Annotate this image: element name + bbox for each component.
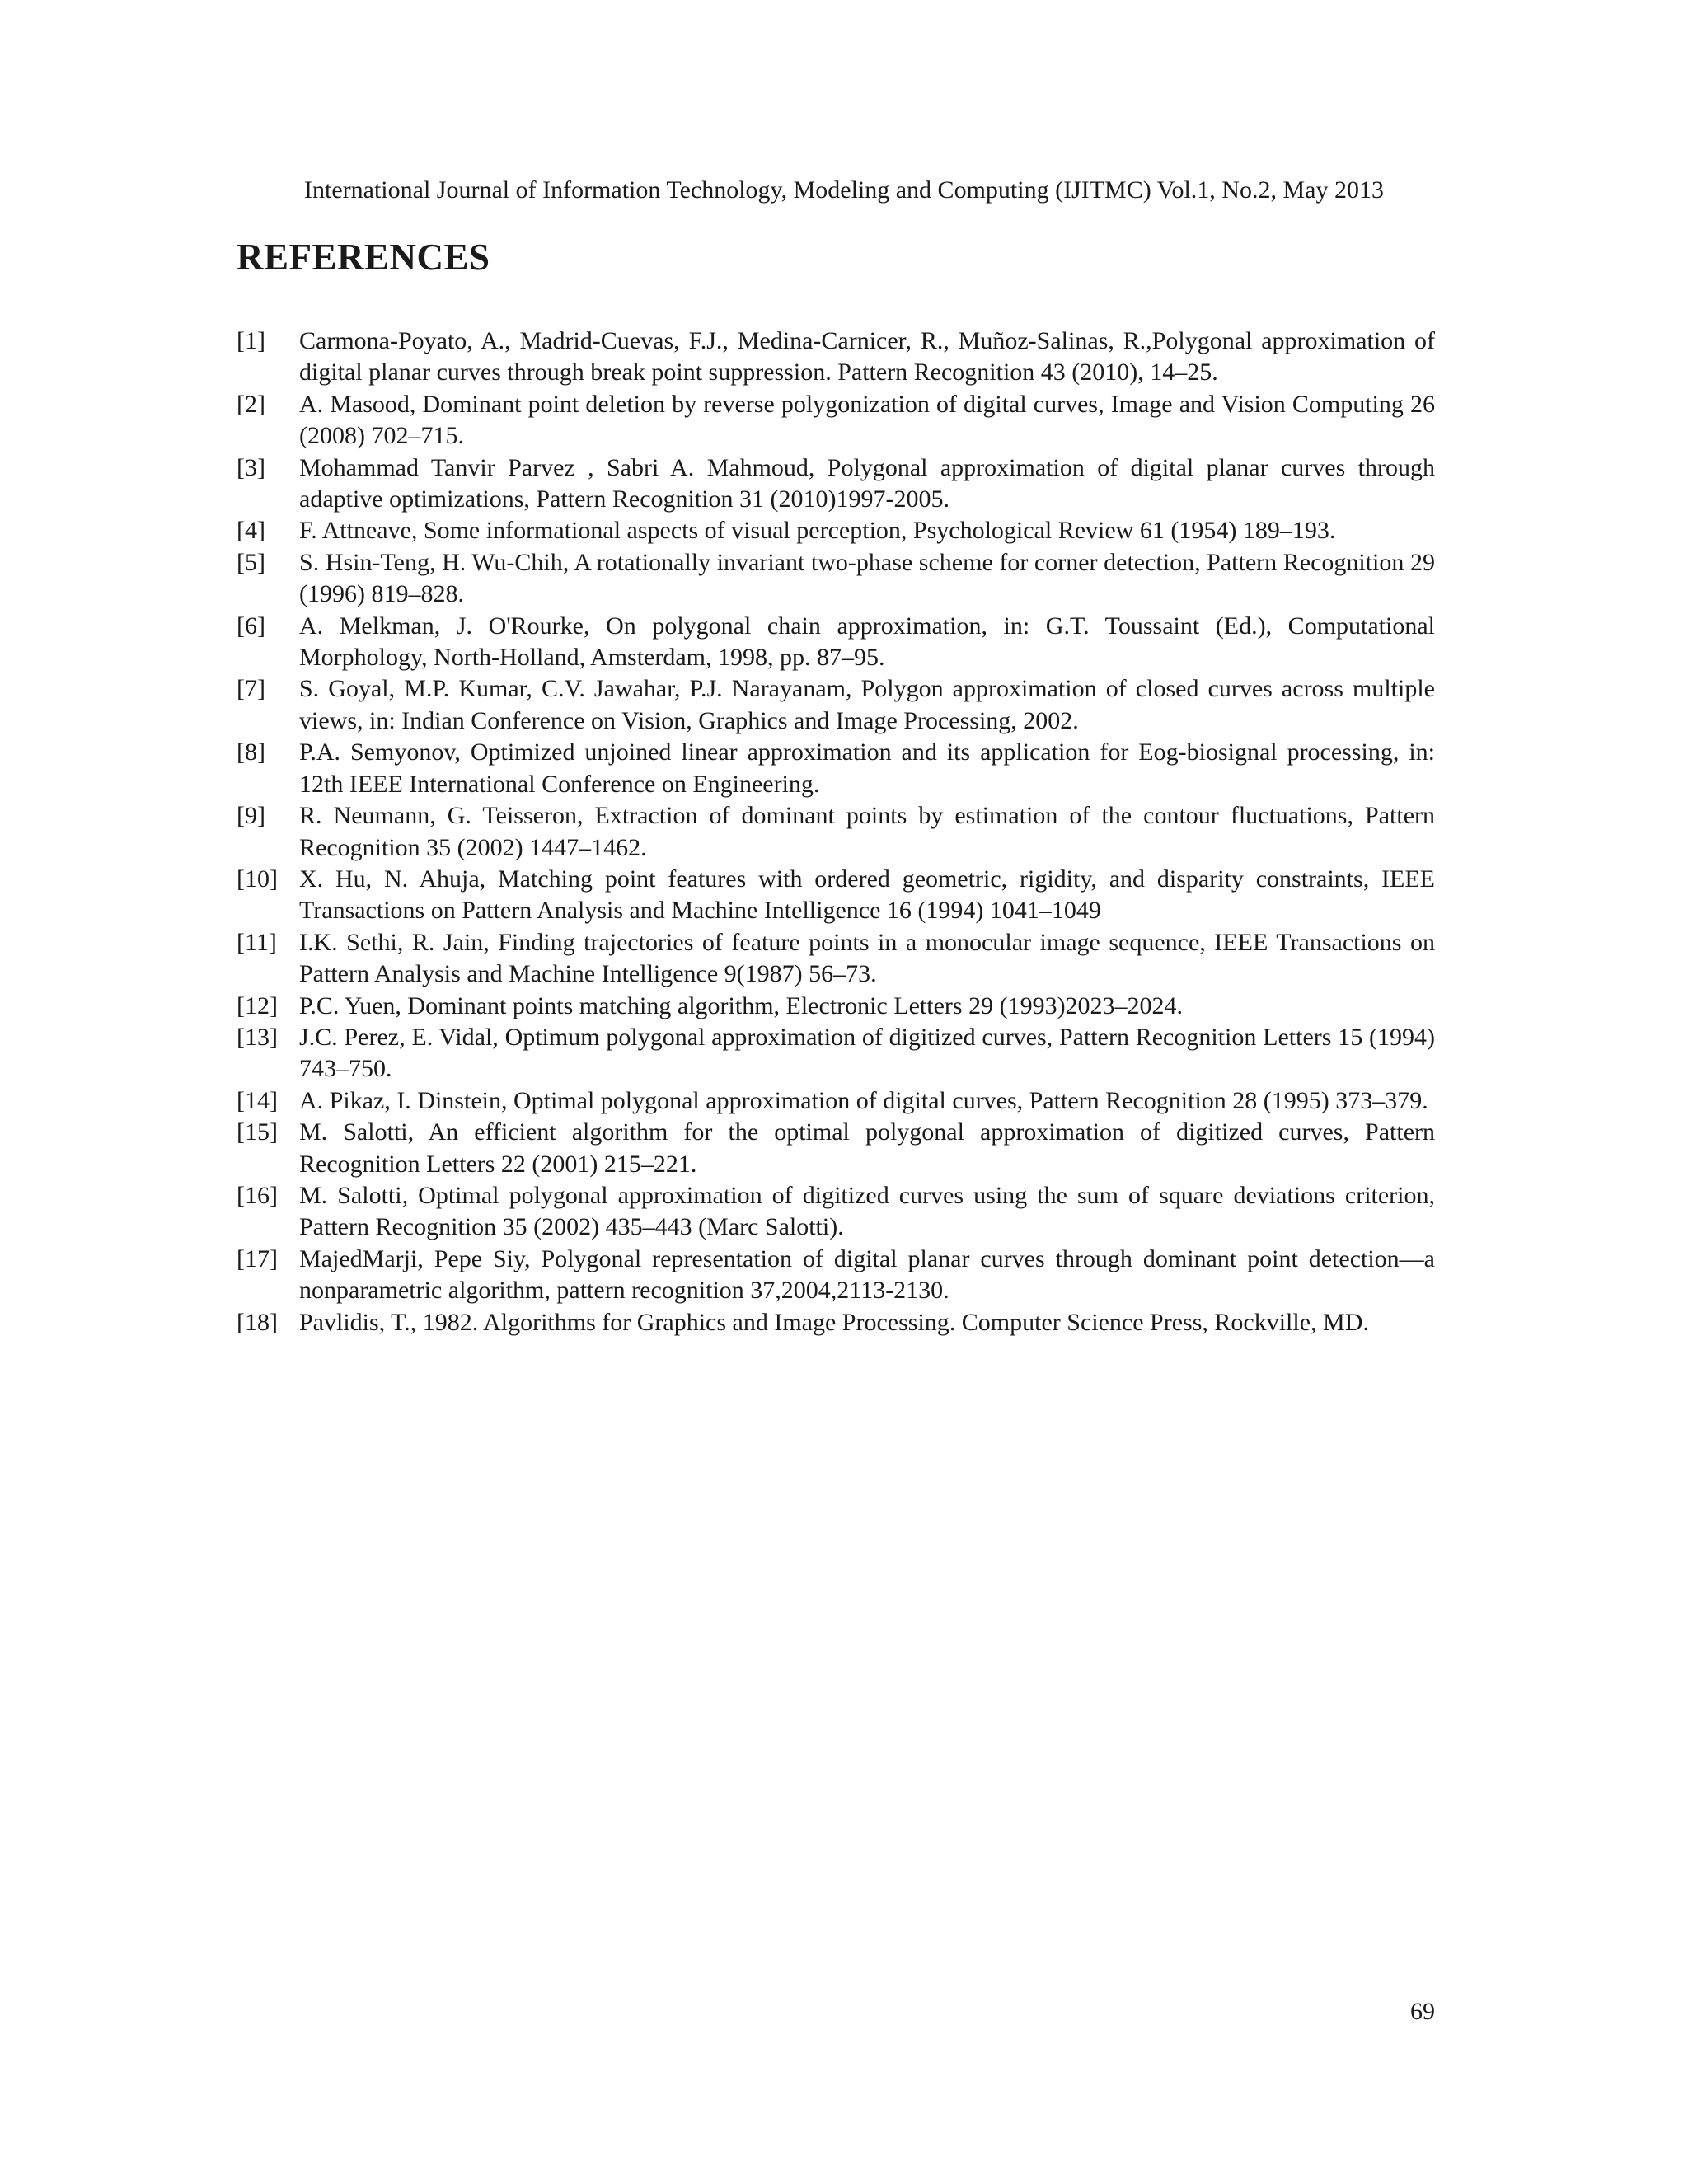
reference-item xyxy=(237,389,1435,452)
reference-number: [9] xyxy=(237,802,265,830)
reference-item xyxy=(237,927,1435,991)
reference-text: J.C. Perez, E. Vidal, Optimum polygonal approximation of digitized curves, Pattern Recognition Letters 15 (1994) 743–750. xyxy=(299,1023,1435,1083)
reference-number: [6] xyxy=(237,612,265,640)
reference-number: [4] xyxy=(237,517,265,545)
reference-text: A. Masood, Dominant point deletion by reverse polygonization of digital curves, Image and Vision Computing 26 (2008) 702–715. xyxy=(299,390,1435,450)
reference-number: [18] xyxy=(237,1308,278,1336)
reference-text: S. Hsin-Teng, H. Wu-Chih, A rotationally invariant two-phase scheme for corner detection, Pattern Recognition 29 (1996) 819–828. xyxy=(299,548,1435,608)
reference-text: S. Goyal, M.P. Kumar, C.V. Jawahar, P.J. Narayanam, Polygon approximation of closed curves across multiple views, in: Indian Conference on Vision, Graphics and Image Processing, 2002. xyxy=(299,675,1435,734)
reference-item xyxy=(237,673,1435,737)
reference-number: [5] xyxy=(237,548,265,576)
reference-text: X. Hu, N. Ahuja, Matching point features with ordered geometric, rigidity, and disparity constraints, IEEE Transactions on Pattern Analysis and Machine Intelligence 16 (1994) 1041–1049 xyxy=(299,865,1435,925)
reference-item xyxy=(237,1117,1435,1180)
reference-number: [8] xyxy=(237,738,265,766)
reference-text: MajedMarji, Pepe Siy, Polygonal representation of digital planar curves through dominant point detection—a nonparametric algorithm, pattern recognition 37,2004,2113-2130. xyxy=(299,1244,1435,1305)
reference-text: Pavlidis, T., 1982. Algorithms for Graphics and Image Processing. Computer Science Press, Rockville, MD. xyxy=(299,1308,1369,1336)
reference-item xyxy=(237,1022,1435,1085)
reference-number: [15] xyxy=(237,1118,278,1146)
reference-item xyxy=(237,864,1435,927)
reference-item xyxy=(237,611,1435,674)
section-heading-references: REFERENCES xyxy=(237,237,490,278)
reference-text: F. Attneave, Some informational aspects of visual perception, Psychological Review 61 (1954) 189–193. xyxy=(299,517,1336,545)
reference-number: [7] xyxy=(237,675,265,703)
reference-number: [12] xyxy=(237,991,278,1019)
reference-item xyxy=(237,1244,1435,1307)
reference-list xyxy=(237,326,1435,1338)
reference-text: Mohammad Tanvir Parvez , Sabri A. Mahmoud, Polygonal approximation of digital planar curves through adaptive optimizations, Pattern Recognition 31 (2010)1997-2005. xyxy=(299,453,1435,513)
reference-number: [13] xyxy=(237,1023,278,1051)
reference-item xyxy=(237,452,1435,516)
reference-number: [11] xyxy=(237,928,277,956)
reference-item xyxy=(237,326,1435,389)
reference-item xyxy=(237,991,1435,1022)
reference-number: [10] xyxy=(237,865,278,893)
reference-text: M. Salotti, Optimal polygonal approximation of digitized curves using the sum of square deviations criterion, Pattern Recognition 35 (2002) 435–443 (Marc Salotti). xyxy=(299,1181,1435,1241)
reference-text: M. Salotti, An efficient algorithm for the optimal polygonal approximation of digitized curves, Pattern Recognition Letters 22 (2001) 215–221. xyxy=(299,1118,1435,1178)
running-header: International Journal of Information Technology, Modeling and Computing (IJITMC) Vol.1, No.2, May 2013 xyxy=(304,176,1384,204)
reference-item xyxy=(237,515,1435,546)
reference-item xyxy=(237,1085,1435,1117)
reference-number: [2] xyxy=(237,390,265,418)
reference-item xyxy=(237,547,1435,611)
page-number: 69 xyxy=(1410,1998,1435,2025)
reference-item xyxy=(237,737,1435,800)
reference-number: [3] xyxy=(237,453,265,481)
reference-text: P.A. Semyonov, Optimized unjoined linear approximation and its application for Eog-biosignal processing, in: 12th IEEE International Conference on Engineering. xyxy=(299,738,1435,798)
reference-text: P.C. Yuen, Dominant points matching algorithm, Electronic Letters 29 (1993)2023–2024. xyxy=(299,991,1184,1019)
reference-number: [1] xyxy=(237,327,265,354)
reference-text: R. Neumann, G. Teisseron, Extraction of dominant points by estimation of the contour fluctuations, Pattern Recognition 35 (2002) 1447–1462. xyxy=(299,802,1435,861)
reference-text: A. Melkman, J. O'Rourke, On polygonal chain approximation, in: G.T. Toussaint (Ed.), Computational Morphology, North-Holland, Amsterdam, 1998, pp. 87–95. xyxy=(299,612,1435,672)
reference-item xyxy=(237,1307,1435,1338)
reference-item xyxy=(237,800,1435,864)
reference-number: [16] xyxy=(237,1181,278,1209)
reference-number: [17] xyxy=(237,1244,278,1272)
reference-text: Carmona-Poyato, A., Madrid-Cuevas, F.J., Medina-Carnicer, R., Muñoz-Salinas, R.,Polygonal approximation of digital planar curves through break point suppression. Pattern Recognition 43 (2010), 14–25. xyxy=(299,327,1435,387)
reference-text: A. Pikaz, I. Dinstein, Optimal polygonal approximation of digital curves, Pattern Recognition 28 (1995) 373–379. xyxy=(299,1086,1428,1114)
reference-text: I.K. Sethi, R. Jain, Finding trajectories of feature points in a monocular image sequence, IEEE Transactions on Pattern Analysis and Machine Intelligence 9(1987) 56–73. xyxy=(299,928,1435,988)
reference-number: [14] xyxy=(237,1086,278,1114)
reference-item xyxy=(237,1180,1435,1244)
